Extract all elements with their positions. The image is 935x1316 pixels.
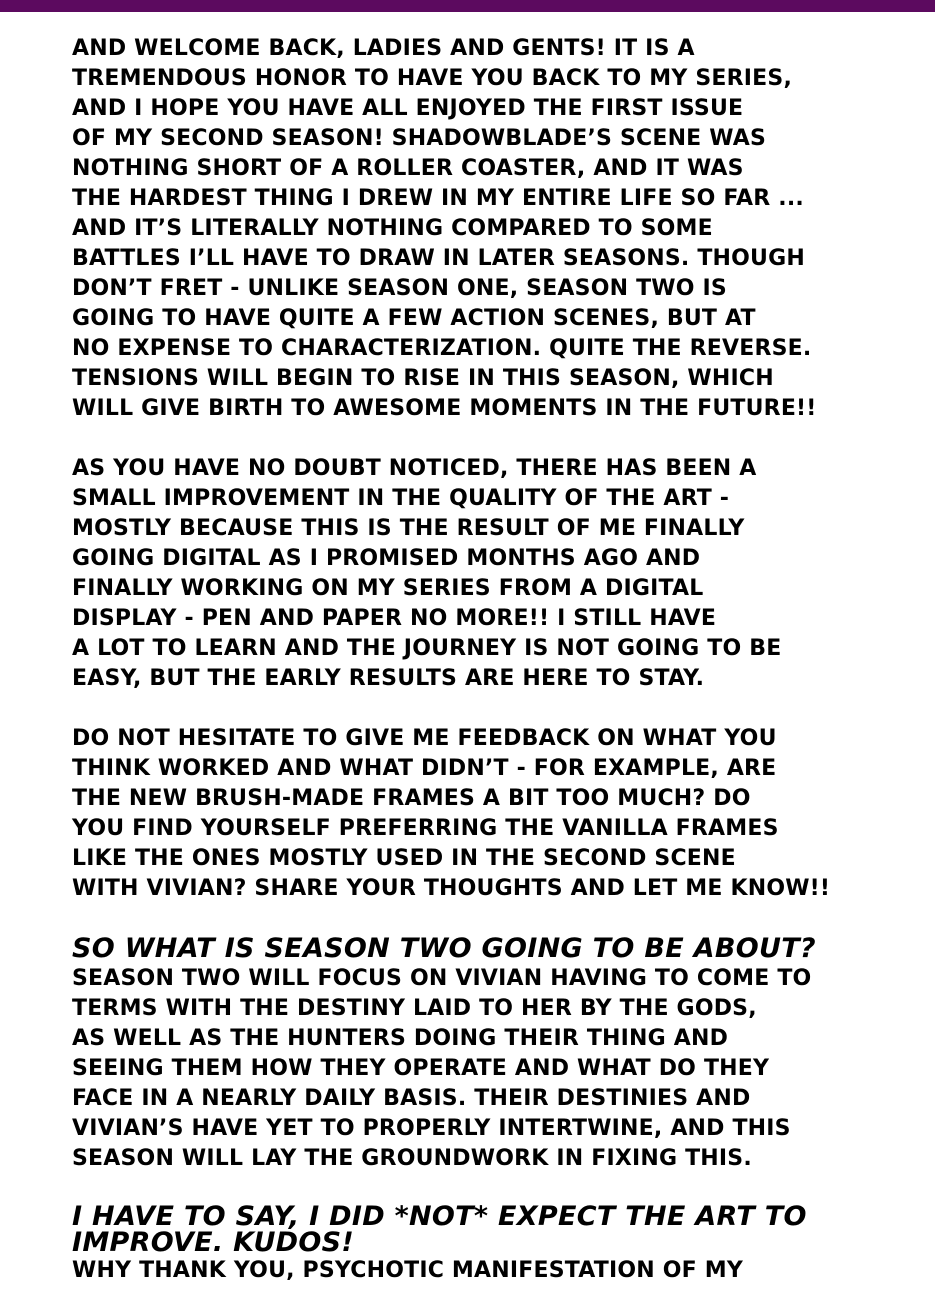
text-line: TENSIONS WILL BEGIN TO RISE IN THIS SEASON, WHICH [72,366,774,391]
text-line: SEASON TWO WILL FOCUS ON VIVIAN HAVING TO COME TO [72,966,812,991]
text-line: VIVIAN’S HAVE YET TO PROPERLY INTERTWINE, AND THIS [72,1116,791,1141]
text-line: EASY, BUT THE EARLY RESULTS ARE HERE TO STAY. [72,666,705,691]
text-line: WITH VIVIAN? SHARE YOUR THOUGHTS AND LET ME KNOW!! [72,876,831,901]
text-line: SEEING THEM HOW THEY OPERATE AND WHAT DO THEY [72,1056,770,1081]
top-bar [0,0,935,12]
paragraph-feedback [72,724,930,904]
text-line: GOING TO HAVE QUITE A FEW ACTION SCENES, BUT AT [72,306,756,331]
question-heading: I HAVE TO SAY, I DID *NOT* EXPECT THE ART TO [72,1201,807,1232]
text-line: SEASON WILL LAY THE GROUNDWORK IN FIXING THIS. [72,1146,752,1171]
text-line: AS WELL AS THE HUNTERS DOING THEIR THING AND [72,1026,729,1051]
text-line: FINALLY WORKING ON MY SERIES FROM A DIGITAL [72,576,704,601]
paragraph-welcome [72,34,930,424]
question-heading: IMPROVE. KUDOS! [72,1227,354,1258]
answer-text [72,1256,930,1286]
text-line: THE NEW BRUSH-MADE FRAMES A BIT TOO MUCH? DO [72,786,751,811]
text-line: WHY THANK YOU, PSYCHOTIC MANIFESTATION OF MY [72,1258,743,1283]
text-line: MOSTLY BECAUSE THIS IS THE RESULT OF ME FINALLY [72,516,745,541]
text-line: AND I HOPE YOU HAVE ALL ENJOYED THE FIRST ISSUE [72,96,744,121]
text-line: THE HARDEST THING I DREW IN MY ENTIRE LIFE SO FAR ... [72,186,804,211]
text-line: SMALL IMPROVEMENT IN THE QUALITY OF THE ART - [72,486,730,511]
text-line: BATTLES I’LL HAVE TO DRAW IN LATER SEASONS. THOUGH [72,246,805,271]
text-line: AS YOU HAVE NO DOUBT NOTICED, THERE HAS BEEN A [72,456,757,481]
text-line: DON’T FRET - UNLIKE SEASON ONE, SEASON TWO IS [72,276,727,301]
text-line: FACE IN A NEARLY DAILY BASIS. THEIR DESTINIES AND [72,1086,751,1111]
text-line: GOING DIGITAL AS I PROMISED MONTHS AGO AND [72,546,701,571]
qa-season-two [72,934,930,1174]
qa-art-kudos [72,1201,930,1286]
text-line: OF MY SECOND SEASON! SHADOWBLADE’S SCENE WAS [72,126,767,151]
question-heading: SO WHAT IS SEASON TWO GOING TO BE ABOUT? [72,933,816,964]
text-line: A LOT TO LEARN AND THE JOURNEY IS NOT GOING TO BE [72,636,782,661]
text-line: THINK WORKED AND WHAT DIDN’T - FOR EXAMPLE, ARE [72,756,777,781]
paragraph-art-improvement [72,454,930,694]
text-line: NOTHING SHORT OF A ROLLER COASTER, AND IT WAS [72,156,744,181]
answer-text [72,964,930,1174]
text-line: AND IT’S LITERALLY NOTHING COMPARED TO SOME [72,216,713,241]
text-line: TERMS WITH THE DESTINY LAID TO HER BY THE GODS, [72,996,757,1021]
text-line: DO NOT HESITATE TO GIVE ME FEEDBACK ON WHAT YOU [72,726,777,751]
letter-column [72,34,930,1316]
text-line: LIKE THE ONES MOSTLY USED IN THE SECOND SCENE [72,846,736,871]
text-line: TREMENDOUS HONOR TO HAVE YOU BACK TO MY SERIES, [72,66,792,91]
text-line: NO EXPENSE TO CHARACTERIZATION. QUITE THE REVERSE. [72,336,812,361]
text-line: YOU FIND YOURSELF PREFERRING THE VANILLA FRAMES [72,816,779,841]
text-line: AND WELCOME BACK, LADIES AND GENTS! IT IS A [72,36,695,61]
text-line: DISPLAY - PEN AND PAPER NO MORE!! I STILL HAVE [72,606,717,631]
text-line: WILL GIVE BIRTH TO AWESOME MOMENTS IN THE FUTURE!! [72,396,817,421]
